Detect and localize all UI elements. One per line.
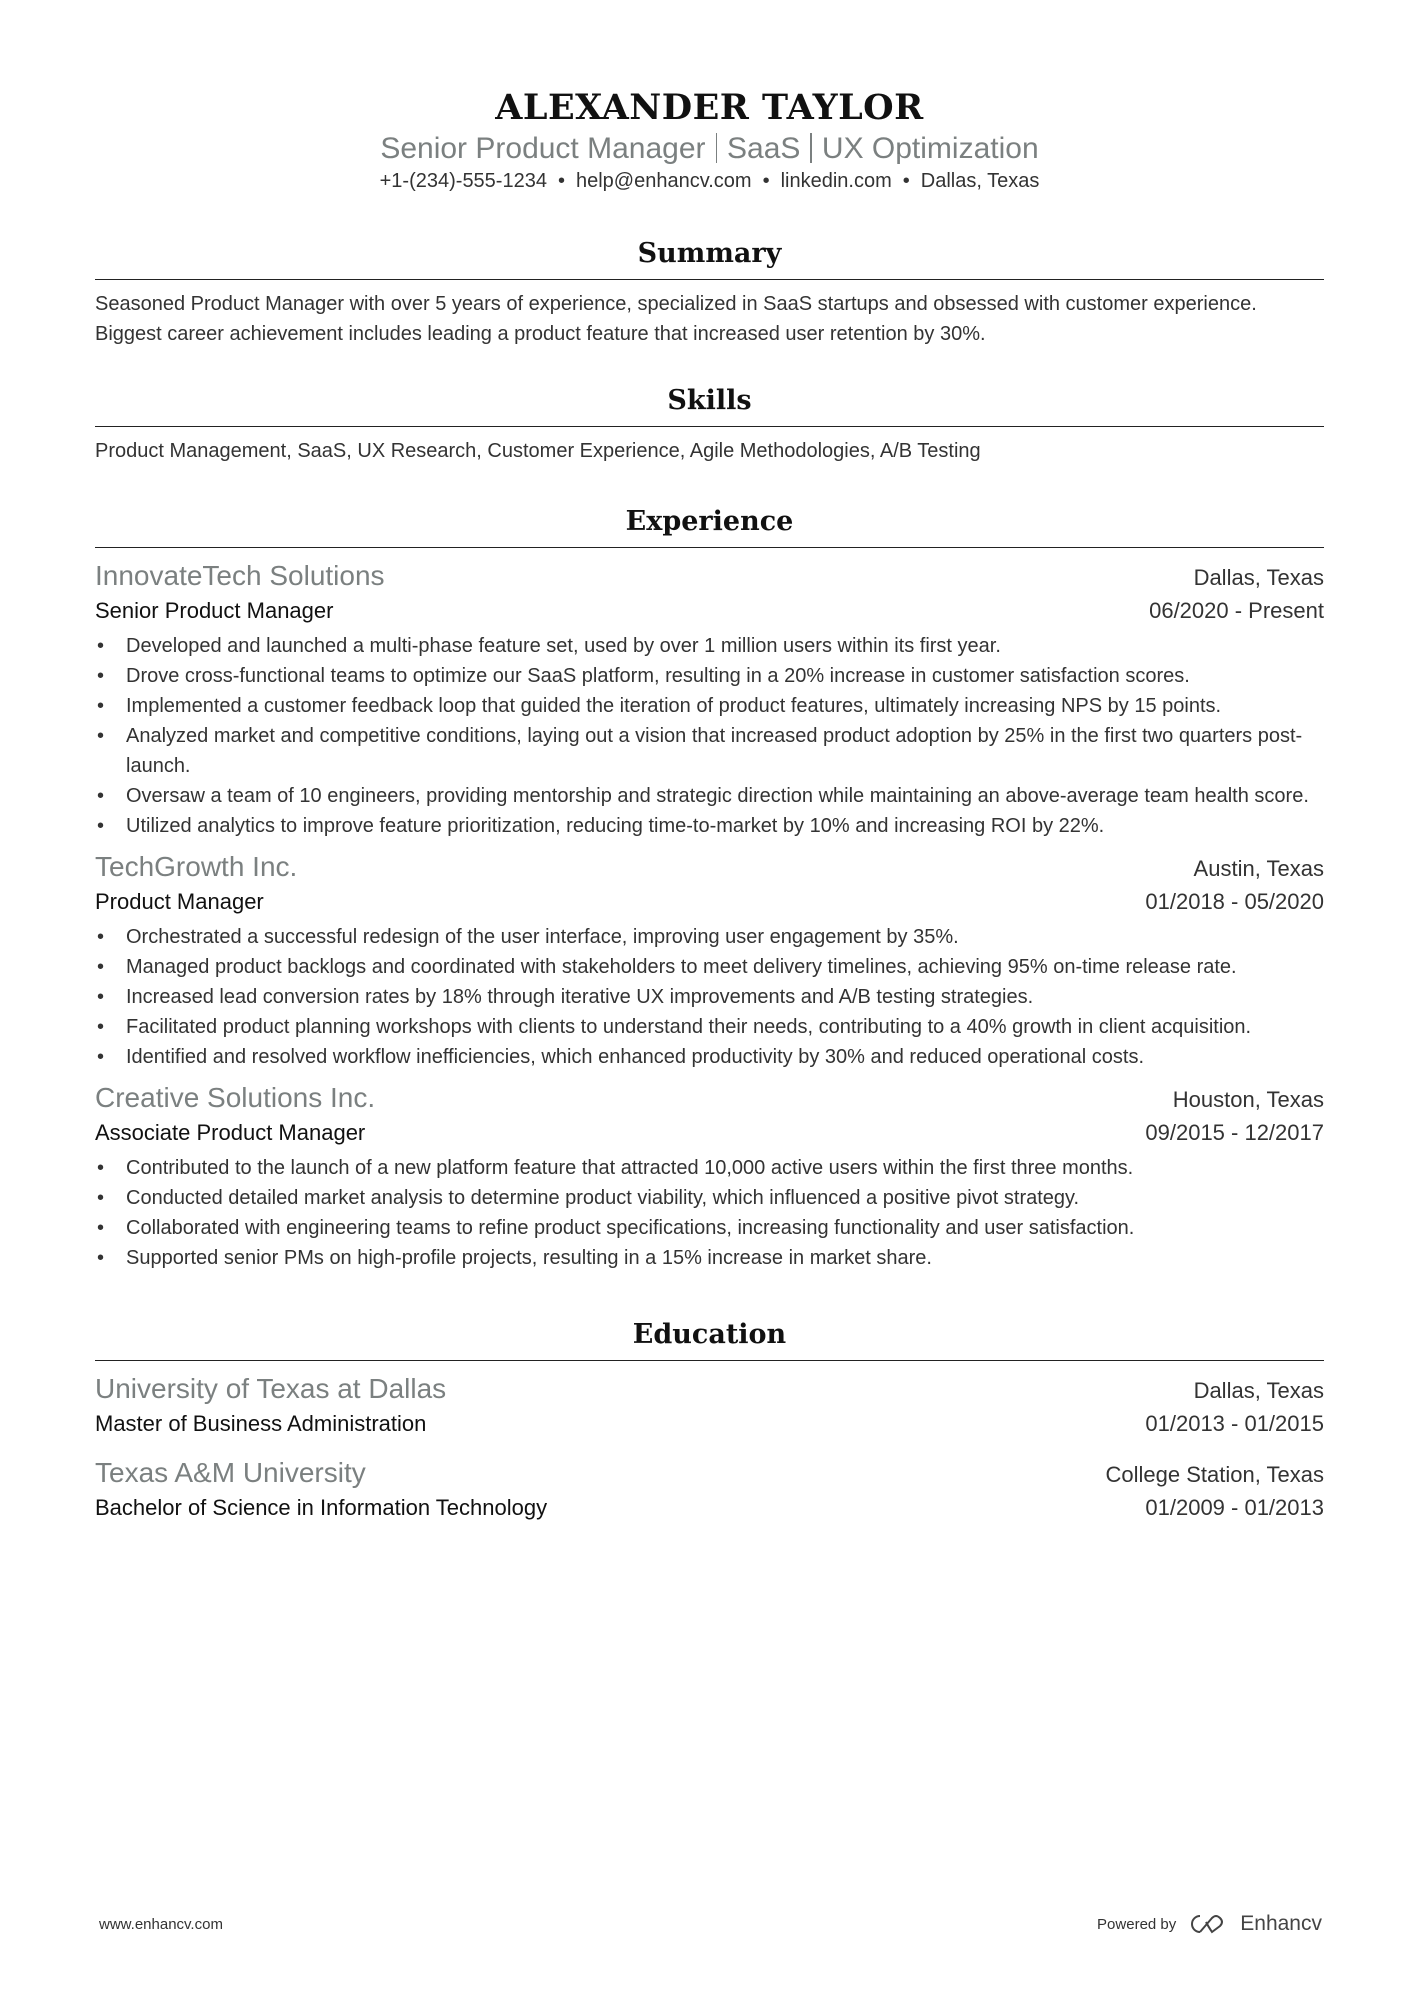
education-dates: 01/2009 - 01/2013 xyxy=(1145,1495,1324,1520)
list-item xyxy=(95,1213,1324,1243)
bullet-list xyxy=(95,922,1324,1072)
school-header xyxy=(95,1455,1324,1493)
bullet-marker: • xyxy=(97,1187,105,1209)
bullet-marker: • xyxy=(97,1217,105,1239)
website-link[interactable]: www.enhancv.com xyxy=(99,1915,223,1933)
candidate-name: ALEXANDER TAYLOR xyxy=(495,87,924,128)
job-header xyxy=(95,849,1324,887)
education-section xyxy=(95,1317,1324,1523)
bullet-text: Orchestrated a successful redesign of the user interface, improving user engagement by 35%. xyxy=(126,926,959,948)
bullet-text: Contributed to the launch of a new platform feature that attracted 10,000 active users within the first three months. xyxy=(126,1157,1134,1179)
skills-section xyxy=(95,383,1324,466)
footer xyxy=(99,1912,1322,1936)
headline-part: Senior Product Manager xyxy=(380,132,706,165)
bullet-marker: • xyxy=(97,1247,105,1269)
bullet-text: Collaborated with engineering teams to refine product specifications, increasing functionality and user satisfaction. xyxy=(126,1217,1135,1239)
section-heading: Education xyxy=(95,1317,1324,1361)
bullet-marker: • xyxy=(97,635,105,657)
bullet-marker: • xyxy=(97,1046,105,1068)
company-name: Creative Solutions Inc. xyxy=(95,1082,376,1113)
headline-part: SaaS xyxy=(727,132,801,165)
enhancv-logo-icon xyxy=(1186,1912,1230,1936)
list-item xyxy=(95,631,1324,661)
headline-part: UX Optimization xyxy=(821,132,1039,165)
job-title: Product Manager xyxy=(95,889,264,914)
job-dates: 09/2015 - 12/2017 xyxy=(1145,1120,1324,1145)
bullet-marker: • xyxy=(97,926,105,948)
section-heading: Summary xyxy=(95,236,1324,280)
separator xyxy=(810,133,812,163)
bullet-marker: • xyxy=(97,956,105,978)
school-name: Texas A&M University xyxy=(95,1457,366,1488)
section-heading: Experience xyxy=(95,504,1324,548)
degree: Bachelor of Science in Information Technology xyxy=(95,1495,548,1520)
list-item xyxy=(95,1243,1324,1273)
school-location: Dallas, Texas xyxy=(1193,1378,1324,1403)
bullet-text: Increased lead conversion rates by 18% through iterative UX improvements and A/B testing strategies. xyxy=(126,986,1034,1008)
contact-info xyxy=(95,168,1324,194)
list-item xyxy=(95,1153,1324,1183)
dot-separator: • xyxy=(902,170,910,192)
bullet-text: Identified and resolved workflow inefficiencies, which enhanced productivity by 30% and reduced operational costs. xyxy=(126,1046,1145,1068)
list-item xyxy=(95,691,1324,721)
job-location: Austin, Texas xyxy=(1193,856,1324,881)
summary-section xyxy=(95,236,1324,349)
bullet-text: Drove cross-functional teams to optimize our SaaS platform, resulting in a 20% increase in customer satisfaction scores. xyxy=(126,665,1190,687)
bullet-text: Facilitated product planning workshops with clients to understand their needs, contributing to a 40% growth in client acquisition. xyxy=(126,1016,1252,1038)
list-item xyxy=(95,811,1324,841)
education-entry xyxy=(95,1455,1324,1523)
email[interactable]: help@enhancv.com xyxy=(575,170,752,192)
bullet-list xyxy=(95,631,1324,841)
list-item xyxy=(95,661,1324,691)
skills-text: Product Management, SaaS, UX Research, Customer Experience, Agile Methodologies, A/B Testing xyxy=(95,440,981,462)
job-header xyxy=(95,1080,1324,1118)
job-entry xyxy=(95,558,1324,841)
job-entry xyxy=(95,1080,1324,1273)
school-header xyxy=(95,1371,1324,1409)
degree: Master of Business Administration xyxy=(95,1411,427,1436)
list-item xyxy=(95,952,1324,982)
school-name: University of Texas at Dallas xyxy=(95,1373,447,1404)
list-item xyxy=(95,1183,1324,1213)
phone[interactable]: +1-(234)-555-1234 xyxy=(379,170,547,192)
job-subheader xyxy=(95,1118,1324,1148)
list-item xyxy=(95,922,1324,952)
job-title: Associate Product Manager xyxy=(95,1120,366,1145)
job-header xyxy=(95,558,1324,596)
powered-by xyxy=(1097,1912,1322,1936)
job-subheader xyxy=(95,596,1324,626)
bullet-text: Implemented a customer feedback loop that guided the iteration of product features, ultimately increasing NPS by 15 points. xyxy=(126,695,1222,717)
summary-text: Seasoned Product Manager with over 5 years of experience, specialized in SaaS startups and obsessed with customer experience. Biggest career achievement includes leading a product feature that increased user retention by 30%. xyxy=(95,293,1257,345)
dot-separator: • xyxy=(762,170,770,192)
company-name: InnovateTech Solutions xyxy=(95,560,385,591)
list-item xyxy=(95,721,1324,781)
bullet-text: Supported senior PMs on high-profile projects, resulting in a 15% increase in market share. xyxy=(126,1247,932,1269)
bullet-marker: • xyxy=(97,695,105,717)
separator xyxy=(716,133,718,163)
bullet-text: Managed product backlogs and coordinated with stakeholders to meet delivery timelines, achieving 95% on-time release rate. xyxy=(126,956,1237,978)
bullet-text: Analyzed market and competitive conditions, laying out a vision that increased product adoption by 25% in the first two quarters post-launch. xyxy=(126,725,1303,777)
list-item xyxy=(95,781,1324,811)
dot-separator: • xyxy=(557,170,565,192)
linkedin-link[interactable]: linkedin.com xyxy=(780,170,892,192)
education-entry xyxy=(95,1371,1324,1439)
bullet-marker: • xyxy=(97,1157,105,1179)
job-entry xyxy=(95,849,1324,1072)
headline xyxy=(95,130,1324,168)
resume-page xyxy=(95,0,1324,1523)
job-subheader xyxy=(95,887,1324,917)
bullet-marker: • xyxy=(97,815,105,837)
bullet-list xyxy=(95,1153,1324,1273)
job-location: Dallas, Texas xyxy=(1193,565,1324,590)
location: Dallas, Texas xyxy=(920,170,1040,192)
bullet-marker: • xyxy=(97,665,105,687)
school-location: College Station, Texas xyxy=(1105,1462,1324,1487)
degree-row xyxy=(95,1409,1324,1439)
experience-section xyxy=(95,504,1324,1273)
powered-by-label: Powered by xyxy=(1097,1915,1177,1933)
bullet-marker: • xyxy=(97,725,105,747)
bullet-marker: • xyxy=(97,785,105,807)
job-dates: 01/2018 - 05/2020 xyxy=(1145,889,1324,914)
list-item xyxy=(95,1042,1324,1072)
bullet-text: Utilized analytics to improve feature prioritization, reducing time-to-market by 10% and increasing ROI by 22%. xyxy=(126,815,1105,837)
bullet-text: Oversaw a team of 10 engineers, providing mentorship and strategic direction while maintaining an above-average team health score. xyxy=(126,785,1309,807)
job-title: Senior Product Manager xyxy=(95,598,334,623)
bullet-marker: • xyxy=(97,986,105,1008)
section-heading: Skills xyxy=(95,383,1324,427)
list-item xyxy=(95,982,1324,1012)
bullet-marker: • xyxy=(97,1016,105,1038)
job-location: Houston, Texas xyxy=(1172,1087,1324,1112)
job-dates: 06/2020 - Present xyxy=(1149,598,1324,623)
education-dates: 01/2013 - 01/2015 xyxy=(1145,1411,1324,1436)
bullet-text: Conducted detailed market analysis to determine product viability, which influenced a positive pivot strategy. xyxy=(126,1187,1080,1209)
bullet-text: Developed and launched a multi-phase feature set, used by over 1 million users within its first year. xyxy=(126,635,1001,657)
list-item xyxy=(95,1012,1324,1042)
degree-row xyxy=(95,1493,1324,1523)
company-name: TechGrowth Inc. xyxy=(95,851,298,882)
brand-name: Enhancv xyxy=(1240,1912,1322,1935)
